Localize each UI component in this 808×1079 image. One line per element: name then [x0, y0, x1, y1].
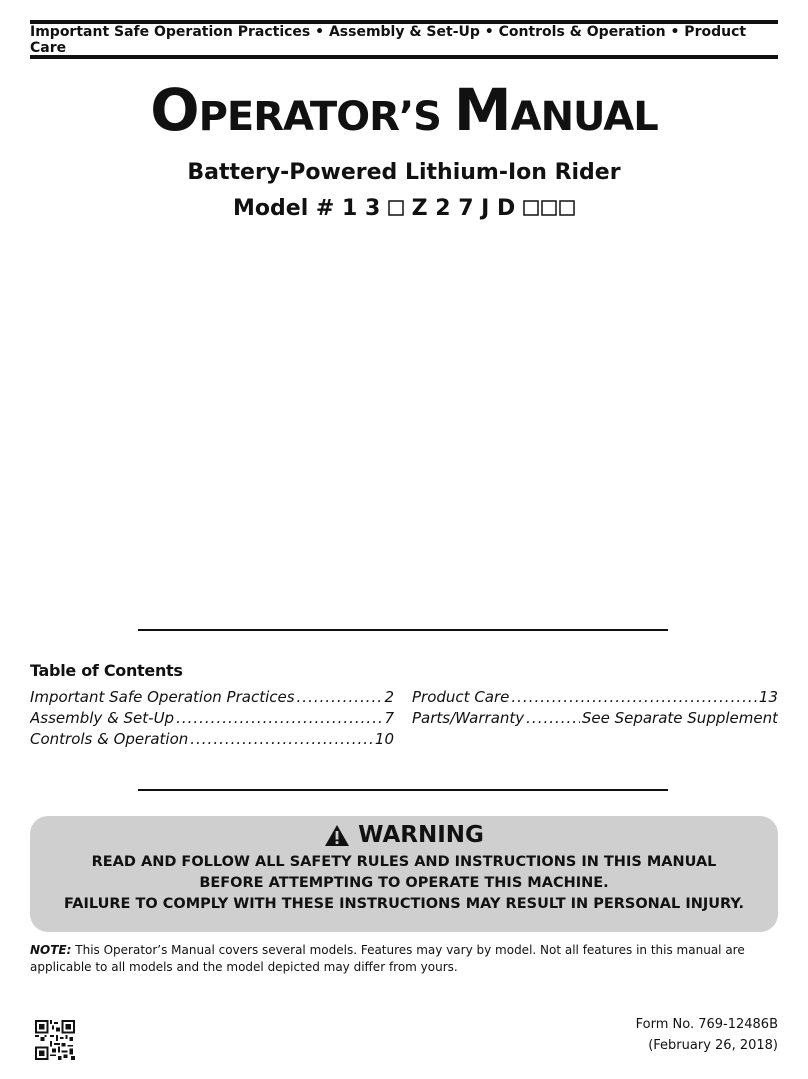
placeholder-box-icon	[541, 200, 557, 216]
toc-heading: Table of Contents	[30, 661, 183, 680]
header-bottom-rule	[30, 55, 778, 59]
toc-item[interactable]	[30, 730, 394, 751]
model-middle: Z 2 7 J D	[411, 196, 516, 221]
divider-lower	[138, 789, 668, 791]
note-text: This Operator’s Manual covers several models. Features may vary by model. Not all features in this manual are applicable to all models and the model depicted may differ from yours.	[30, 943, 745, 974]
toc-leader	[511, 688, 757, 706]
product-subtitle: Battery-Powered Lithium-Ion Rider	[187, 160, 621, 185]
form-number	[636, 1014, 778, 1056]
placeholder-box-icon	[388, 200, 404, 216]
toc-leader	[297, 688, 383, 706]
warning-triangle-icon	[324, 824, 350, 847]
note-label: NOTE:	[30, 943, 72, 957]
toc-leader	[526, 709, 580, 727]
toc-item-page: 7	[384, 709, 394, 727]
warning-title	[30, 822, 778, 848]
toc-item[interactable]	[30, 709, 394, 730]
placeholder-box-icon	[559, 200, 575, 216]
toc-item-label: Parts/Warranty	[412, 709, 525, 727]
toc-leader	[176, 709, 382, 727]
title-cap-o: O	[150, 76, 199, 144]
warning-text	[30, 852, 778, 915]
placeholder-box-icon	[523, 200, 539, 216]
header-sections: Important Safe Operation Practices • Assembly & Set-Up • Controls & Operation • Product Care	[30, 23, 747, 56]
model-prefix: Model # 1 3	[233, 196, 381, 221]
qr-code-icon	[35, 1020, 75, 1060]
form-date: (February 26, 2018)	[648, 1038, 778, 1053]
toc-item-label: Controls & Operation	[30, 730, 189, 748]
toc-item-label: Assembly & Set-Up	[30, 709, 175, 727]
model-number	[0, 196, 808, 221]
manual-title	[0, 76, 808, 144]
form-id: Form No. 769-12486B	[635, 1017, 778, 1032]
toc-leader	[190, 730, 373, 748]
note-paragraph	[30, 942, 778, 976]
title-cap-m: M	[453, 76, 511, 144]
warning-line: BEFORE ATTEMPTING TO OPERATE THIS MACHINE.	[199, 875, 609, 891]
toc-item-page: See Separate Supplement	[581, 709, 778, 727]
warning-label: WARNING	[358, 822, 484, 848]
warning-panel	[30, 816, 778, 932]
toc-item-page: 10	[374, 730, 394, 748]
title-word-2: ANUAL	[510, 94, 658, 140]
title-word-1: PERATOR’S	[198, 94, 441, 140]
toc-right-column	[412, 688, 778, 730]
toc-item[interactable]	[30, 688, 394, 709]
warning-line: READ AND FOLLOW ALL SAFETY RULES AND INSTRUCTIONS IN THIS MANUAL	[91, 854, 717, 870]
toc-item-label: Important Safe Operation Practices	[30, 688, 295, 706]
toc-item[interactable]	[412, 688, 778, 709]
toc-item[interactable]	[412, 709, 778, 730]
toc-left-column	[30, 688, 394, 751]
divider-upper	[138, 629, 668, 631]
toc-item-page: 13	[758, 688, 778, 706]
toc-item-label: Product Care	[412, 688, 510, 706]
toc-item-page: 2	[384, 688, 394, 706]
warning-line: FAILURE TO COMPLY WITH THESE INSTRUCTIONS MAY RESULT IN PERSONAL INJURY.	[63, 896, 744, 912]
